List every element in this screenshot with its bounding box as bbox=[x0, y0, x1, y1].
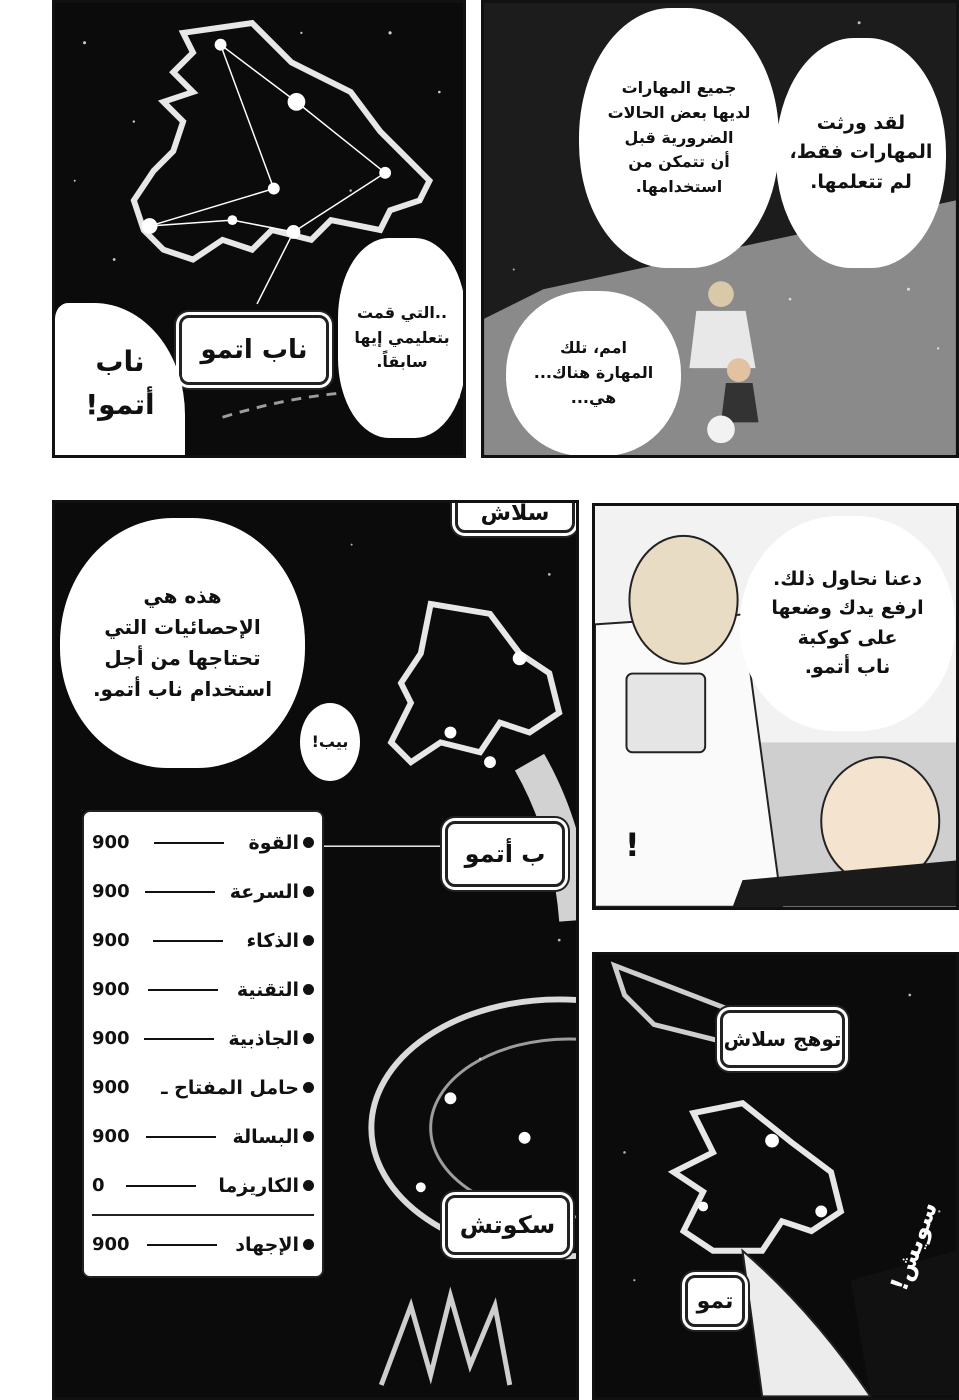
stat-row-technique bbox=[92, 965, 314, 1014]
stat-divider bbox=[154, 842, 224, 844]
stat-row-speed bbox=[92, 867, 314, 916]
label-text: سكوتش bbox=[459, 1211, 556, 1239]
bullet-icon bbox=[303, 935, 314, 946]
stat-name: حامل المفتاح ـ bbox=[161, 1076, 299, 1099]
bullet-icon bbox=[303, 837, 314, 848]
stat-name: البسالة bbox=[232, 1125, 299, 1148]
stat-divider bbox=[146, 1136, 216, 1138]
stat-row-appeal bbox=[92, 1014, 314, 1063]
bullet-icon bbox=[303, 984, 314, 995]
stats-separator bbox=[92, 1214, 314, 1216]
bullet-icon bbox=[303, 1131, 314, 1142]
panel-two-characters bbox=[481, 0, 959, 458]
label-text: سلاش bbox=[480, 500, 550, 526]
stat-value: 900 bbox=[92, 832, 130, 853]
stat-row-keyholder bbox=[92, 1063, 314, 1112]
speech-text: بيب! bbox=[311, 731, 349, 751]
stat-name: الإجهاد bbox=[235, 1233, 299, 1256]
stat-divider bbox=[144, 1038, 214, 1040]
scotch-label bbox=[445, 1195, 570, 1255]
stat-divider bbox=[147, 1244, 217, 1246]
stat-name: القوة bbox=[248, 831, 299, 854]
glow-slash-label bbox=[720, 1010, 845, 1068]
stat-divider bbox=[153, 940, 223, 942]
speech-text: امم، تلك المهارة هناك... هي... bbox=[533, 338, 654, 407]
speech-bubble-taught-before bbox=[338, 238, 466, 438]
speech-bubble-inherited bbox=[776, 38, 946, 268]
speech-bubble-stats-needed bbox=[60, 518, 305, 768]
bullet-icon bbox=[303, 886, 314, 897]
panel-constellation-fang bbox=[52, 0, 466, 458]
bullet-icon bbox=[303, 1082, 314, 1093]
reaching-hand bbox=[743, 1251, 871, 1397]
constellation-name-label bbox=[179, 315, 329, 385]
stat-value: 900 bbox=[92, 1234, 130, 1255]
stat-row-stamina bbox=[92, 1220, 314, 1269]
top-skill-label bbox=[455, 500, 575, 533]
panel-touch-constellation bbox=[592, 952, 959, 1400]
stat-value: 900 bbox=[92, 979, 130, 1000]
stat-row-intelligence bbox=[92, 916, 314, 965]
speech-bubble-skill bbox=[506, 291, 681, 456]
speech-text: دعنا نحاول ذلك. ارفع يدك وضعها على كوكبة ناب أتمو. bbox=[771, 567, 924, 678]
stat-row-charisma bbox=[92, 1161, 314, 1210]
stat-value: 900 bbox=[92, 1077, 130, 1098]
stat-row-valor bbox=[92, 1112, 314, 1161]
label-text: ب أتمو bbox=[464, 840, 546, 868]
surprise-mark: ! bbox=[625, 826, 640, 864]
stat-divider bbox=[145, 891, 215, 893]
fang-constellation-outline bbox=[391, 604, 559, 762]
speech-bubble-beep bbox=[300, 703, 360, 781]
stat-value: 900 bbox=[92, 930, 130, 951]
stat-name: الكاريزما bbox=[218, 1174, 299, 1197]
stat-value: 900 bbox=[92, 881, 130, 902]
bullet-icon bbox=[303, 1239, 314, 1250]
panel-raise-hand bbox=[592, 503, 959, 910]
speech-text: جميع المهارات لديها بعض الحالات الضرورية قبل أن تتمكن من استخدامها. bbox=[607, 78, 751, 197]
stats-requirement-table bbox=[82, 810, 324, 1278]
atmo-label-partial bbox=[685, 1275, 745, 1327]
stat-row-strength bbox=[92, 818, 314, 867]
speech-bubble-try-it bbox=[740, 516, 955, 731]
speech-text: هذه هي الإحصائيات التي تحتاجها من أجل استخدام ناب أتمو. bbox=[92, 584, 273, 701]
speech-text: لقد ورثت المهارات فقط، لم تتعلمها. bbox=[789, 111, 933, 193]
stat-name: التقنية bbox=[236, 978, 299, 1001]
stat-value: 900 bbox=[92, 1028, 130, 1049]
label-text: توهج سلاش bbox=[723, 1027, 842, 1051]
bullet-icon bbox=[303, 1033, 314, 1044]
stat-name: الجاذبية bbox=[228, 1027, 299, 1050]
label-text: ناب اتمو bbox=[200, 335, 308, 365]
stat-name: الذكاء bbox=[246, 929, 299, 952]
fang-atmo-label bbox=[445, 821, 565, 887]
bullet-icon bbox=[303, 1180, 314, 1191]
stat-divider bbox=[148, 989, 218, 991]
label-text: تمو bbox=[696, 1288, 734, 1314]
stat-name: السرعة bbox=[229, 880, 299, 903]
fang-constellation-outline bbox=[674, 1103, 841, 1251]
speech-bubble-conditions bbox=[579, 8, 779, 268]
device-icon bbox=[626, 674, 705, 753]
stat-value: 0 bbox=[92, 1175, 105, 1196]
stat-divider bbox=[126, 1185, 196, 1187]
swish-sound-effect: سويش! bbox=[885, 1198, 943, 1295]
speech-text: ..التي قمت بتعليمي إيها سابقاً. bbox=[354, 302, 450, 372]
stat-value: 900 bbox=[92, 1126, 130, 1147]
speech-text: ناب أتمو! bbox=[85, 344, 155, 421]
